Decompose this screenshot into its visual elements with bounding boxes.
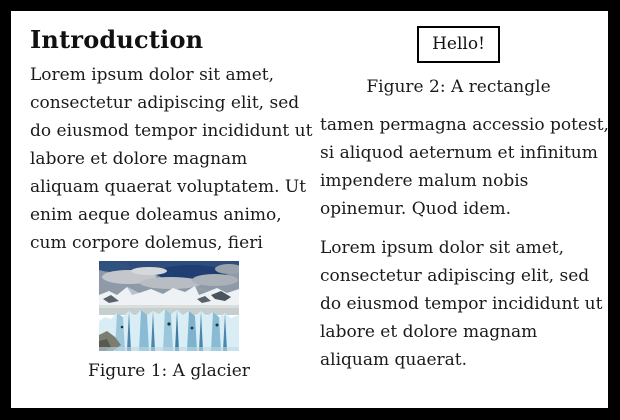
- figure-1: [30, 261, 308, 384]
- left-column: [30, 24, 313, 384]
- text-line: labore et dolore magnam: [30, 149, 248, 169]
- text-line: opinemur. Quod idem.: [320, 199, 512, 219]
- hello-box: Hello!: [417, 26, 500, 63]
- text-line: tamen permagna accessio potest,: [320, 115, 609, 135]
- right-column: [320, 24, 609, 374]
- figure-2: [320, 26, 597, 100]
- document-page: [11, 11, 608, 408]
- text-line: do eiusmod tempor incididunt ut: [30, 121, 313, 141]
- left-paragraph: [30, 61, 313, 257]
- text-line: Lorem ipsum dolor sit amet,: [320, 238, 565, 258]
- text-line: consectetur adipiscing elit, sed: [320, 266, 590, 286]
- text-line: aliquam quaerat.: [320, 350, 468, 370]
- text-line: impendere malum nobis: [320, 171, 529, 191]
- right-paragraph-2: [320, 234, 603, 374]
- text-line: Lorem ipsum dolor sit amet,: [30, 65, 275, 85]
- text-line: consectetur adipiscing elit, sed: [30, 93, 300, 113]
- text-line: aliquam quaerat voluptatem. Ut: [30, 177, 307, 197]
- right-paragraph-1: [320, 111, 609, 223]
- figure-1-caption: Figure 1: A glacier: [88, 361, 250, 381]
- text-line: si aliquod aeternum et infinitum: [320, 143, 598, 163]
- text-line: do eiusmod tempor incididunt ut: [320, 294, 603, 314]
- figure-2-caption: Figure 2: A rectangle: [366, 77, 551, 97]
- text-line: labore et dolore magnam: [320, 322, 538, 342]
- glacier-image: [30, 261, 308, 351]
- text-line: enim aeque doleamus animo,: [30, 205, 282, 225]
- section-heading: Introduction: [30, 25, 204, 54]
- text-line: cum corpore dolemus, fieri: [30, 233, 263, 253]
